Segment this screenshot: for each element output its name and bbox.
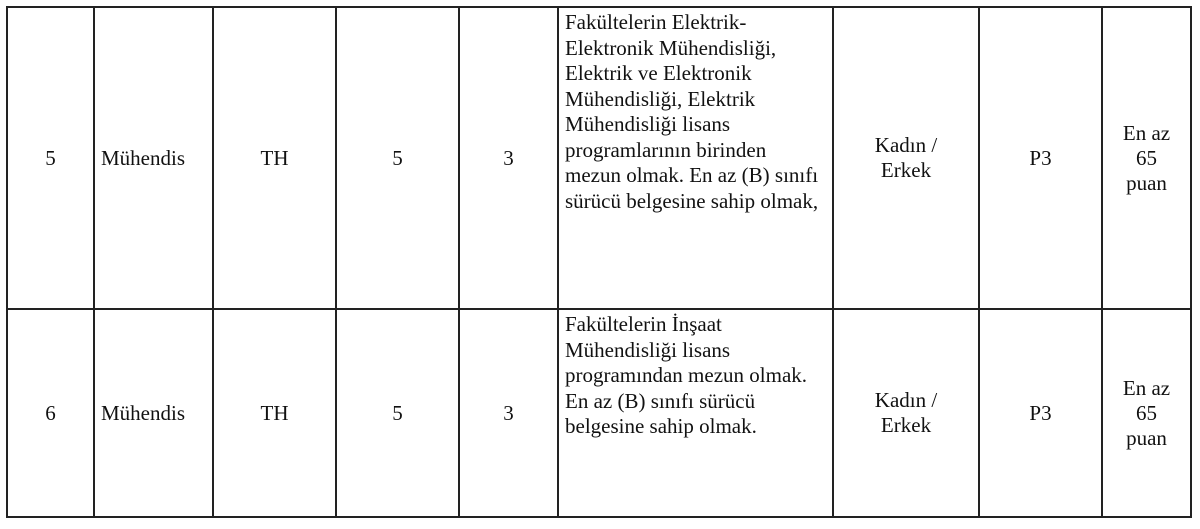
minimum-score-cell: [1102, 309, 1191, 517]
score-line-1: En az: [1122, 375, 1171, 400]
gender-line-2: Erkek: [880, 158, 932, 182]
class-code-cell: TH: [213, 7, 336, 309]
position-title-cell: Mühendis: [94, 7, 213, 309]
row-number-cell: 6: [7, 309, 94, 517]
qualification-cell: [558, 7, 833, 309]
gender-cell: [833, 7, 979, 309]
gender-line-2: Erkek: [880, 413, 932, 437]
minimum-score-cell: [1102, 7, 1191, 309]
score-line-1: En az: [1122, 120, 1171, 145]
grade-cell: 5: [336, 309, 459, 517]
minimum-score-text: [1123, 376, 1170, 451]
qualification-cell: [558, 309, 833, 517]
score-line-3: puan: [1126, 170, 1167, 195]
table-row: [7, 309, 1191, 517]
gender-text: [875, 388, 937, 438]
table-row: [7, 7, 1191, 309]
row-number-cell: 5: [7, 7, 94, 309]
grade-cell: 5: [336, 7, 459, 309]
gender-cell: [833, 309, 979, 517]
kpss-type-cell: P3: [979, 309, 1102, 517]
score-line-2: 65: [1135, 400, 1157, 425]
count-cell: 3: [459, 7, 558, 309]
minimum-score-text: [1123, 121, 1170, 196]
count-cell: 3: [459, 309, 558, 517]
gender-line-1: Kadın /: [874, 133, 938, 157]
position-title-cell: Mühendis: [94, 309, 213, 517]
qualification-text: Fakültelerin Elektrik-Elektronik Mühendisliği, Elektrik ve Elektronik Mühendisliği, Elektrik Mühendisliği lisans programlarının birinden mezun olmak. En az (B) sınıfı sürücü belgesine sahip olmak,: [565, 10, 819, 213]
score-line-2: 65: [1135, 145, 1157, 170]
gender-text: [875, 133, 937, 183]
staff-table-container: [6, 6, 1192, 518]
class-code-cell: TH: [213, 309, 336, 517]
score-line-3: puan: [1126, 425, 1167, 450]
staff-requirements-table: [6, 6, 1192, 518]
kpss-type-cell: P3: [979, 7, 1102, 309]
qualification-text: Fakültelerin İnşaat Mühendisliği lisans programından mezun olmak. En az (B) sınıfı sürücü belgesine sahip olmak.: [565, 312, 808, 438]
gender-line-1: Kadın /: [874, 388, 938, 412]
